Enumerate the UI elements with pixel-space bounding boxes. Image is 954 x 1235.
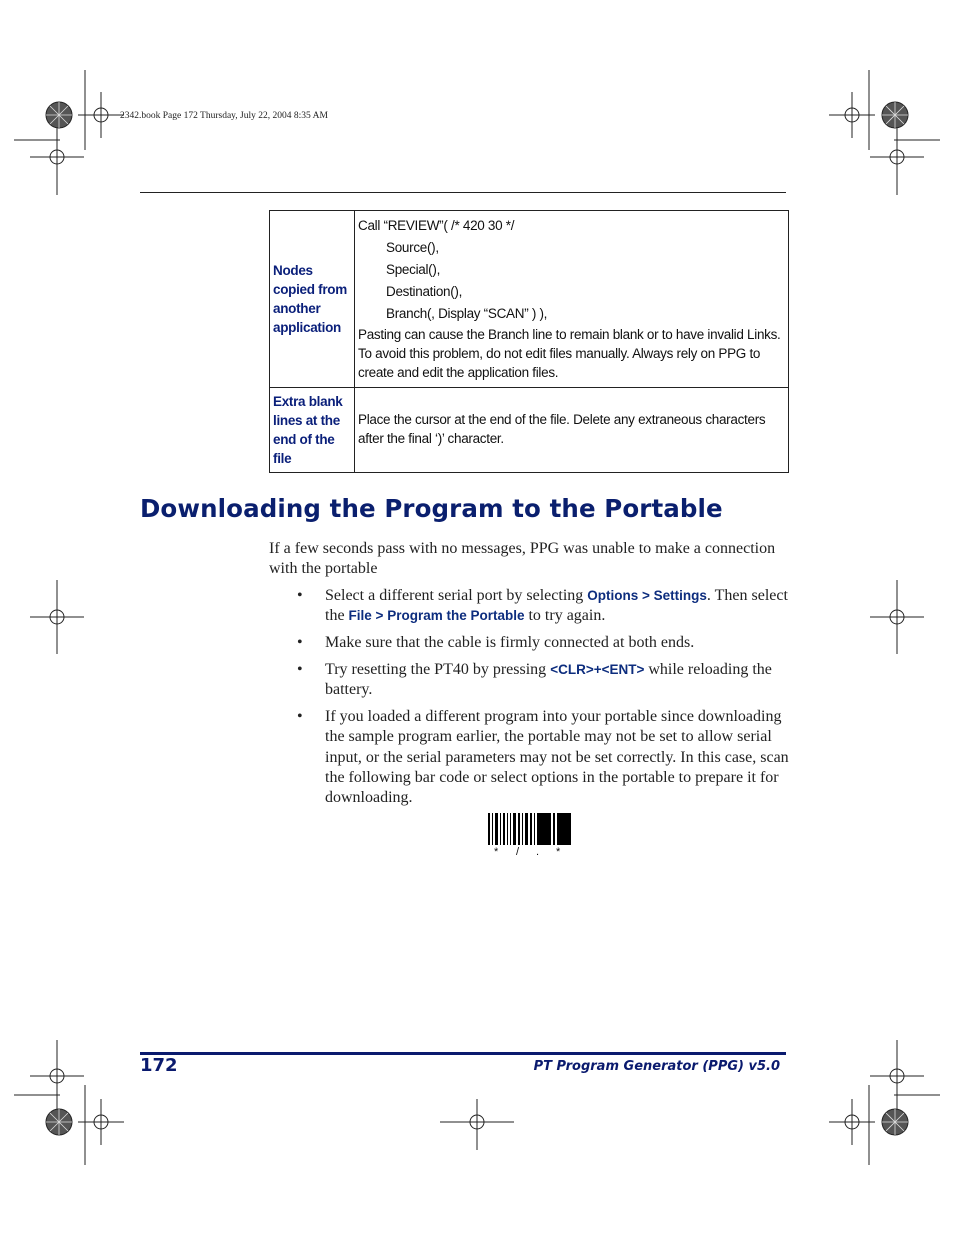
list-item: • If you loaded a different program into your portable since downloading the sample program earlier, the portable may not be set to allow serial input, or the serial parameters may not be set correctly. In this case, scan the following bar code or select options in the portable to prepare it for downloading. bbox=[297, 707, 789, 807]
bullet-icon: • bbox=[297, 707, 303, 725]
barcode-char: / bbox=[516, 846, 520, 858]
menu-path-options-settings: Options > Settings bbox=[587, 588, 707, 603]
list-item: • Select a different serial port by selecting Options > Settings. Then select the File > Program the Portable to try again. bbox=[297, 587, 788, 625]
bullet-icon: • bbox=[297, 634, 303, 652]
table-row bbox=[270, 211, 789, 388]
code-line: Source(), bbox=[386, 239, 439, 255]
problem-label: Nodes copied from another application bbox=[270, 211, 355, 388]
key-combo: <CLR>+<ENT> bbox=[550, 661, 645, 677]
problem-label: Extra blank lines at the end of the file bbox=[270, 388, 355, 473]
section-title: Downloading the Program to the Portable bbox=[140, 494, 723, 523]
code-line: Branch(, Display “SCAN” ) ), bbox=[386, 305, 548, 321]
code-line: Call “REVIEW”( /* 420 30 */ bbox=[358, 217, 515, 233]
list-item: • Try resetting the PT40 by pressing <CLR>+<ENT> while reloading the battery. bbox=[297, 660, 772, 699]
table-row bbox=[270, 388, 789, 473]
solution-note: Pasting can cause the Branch line to remain blank or to have invalid Links. To avoid this problem, do not edit files manually. Always rely on PPG to create and edit the application files. bbox=[358, 326, 781, 380]
barcode-char: * bbox=[494, 846, 499, 858]
top-rule bbox=[140, 192, 786, 193]
footer-book-title: PT Program Generator (PPG) v5.0 bbox=[533, 1059, 780, 1074]
bullet-icon: • bbox=[297, 587, 303, 604]
barcode-char: * bbox=[556, 846, 561, 858]
bullet-icon: • bbox=[297, 660, 303, 678]
intro-paragraph: If a few seconds pass with no messages, PPG was unable to make a connection with the portable bbox=[269, 540, 776, 577]
list-item: • Make sure that the cable is firmly connected at both ends. bbox=[269, 633, 789, 653]
menu-path-program-portable: File > Program the Portable bbox=[348, 608, 525, 624]
troubleshooting-steps bbox=[269, 586, 789, 815]
code-line: Destination(), bbox=[386, 283, 463, 299]
barcode-char: . bbox=[536, 846, 540, 858]
troubleshooting-table bbox=[269, 210, 789, 473]
solution-note: Place the cursor at the end of the file. Delete any extraneous characters after the final ‘)’ character. bbox=[355, 388, 789, 473]
book-header-stamp: 2342.book Page 172 Thursday, July 22, 2004 8:35 AM bbox=[120, 111, 328, 121]
code-line: Special(), bbox=[386, 261, 441, 277]
footer-rule bbox=[140, 1052, 786, 1055]
page-number: 172 bbox=[140, 1055, 178, 1076]
solution-cell bbox=[355, 211, 789, 388]
